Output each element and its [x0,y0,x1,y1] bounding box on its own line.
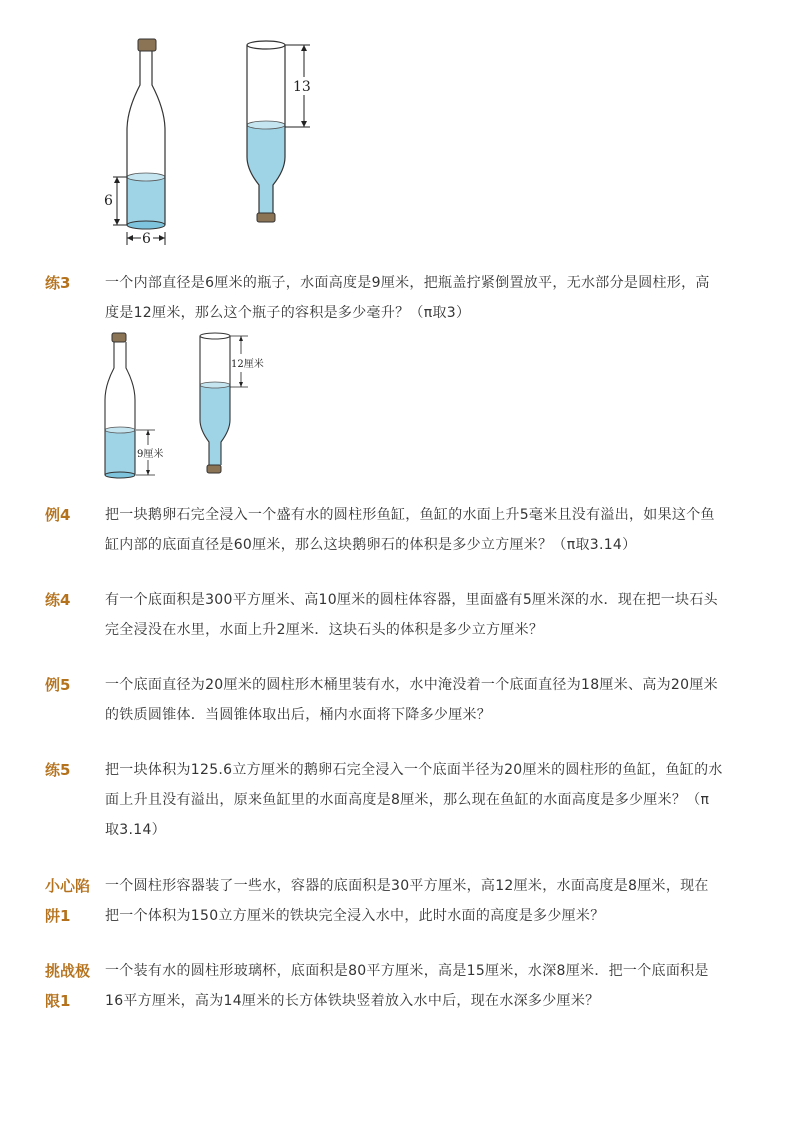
label-width-6: 6 [142,231,151,247]
problem-text [105,268,717,328]
text-line: 一个装有水的圆柱形玻璃杯，底面积是80平方厘米，高是15厘米，水深8厘米．把一个底面积是 [105,963,709,979]
tag-line: 练3 [45,274,71,292]
problem-text [105,871,717,931]
inverted-bottle-small [200,333,230,473]
problem-text [105,956,717,1016]
text-line: 缸内部的底面直径是60厘米，那么这块鹅卵石的体积是多少立方厘米？（π取3.14） [105,537,637,553]
label-height-9: 9厘米 [137,449,164,460]
problem-tag [45,871,101,931]
dim-width-1 [127,231,165,247]
tag-line: 阱1 [45,907,71,925]
tag-line: 限1 [45,992,71,1010]
text-line: 一个底面直径为20厘米的圆柱形木桶里装有水，水中淹没着一个底面直径为18厘米、高为20厘米 [105,677,718,693]
text-line: 面上升且没有溢出，原来鱼缸里的水面高度是8厘米，那么现在鱼缸的水面高度是多少厘米？（π [105,792,710,808]
dim-top-2 [230,336,264,387]
problem-tag [45,268,101,298]
problem-tag [45,500,101,530]
label-top-12: 12厘米 [231,359,264,370]
tag-line: 练4 [45,591,71,609]
figure-bottles-1 [95,35,335,250]
dim-top-1 [285,45,311,127]
label-top-13: 13 [293,79,311,95]
figure-bottles-2 [100,330,280,480]
text-line: 取3.14） [105,822,166,838]
text-line: 把一块鹅卵石完全浸入一个盛有水的圆柱形鱼缸，鱼缸的水面上升5毫米且没有溢出，如果这个鱼 [105,507,715,523]
text-line: 度是12厘米，那么这个瓶子的容积是多少毫升？（π取3） [105,305,471,321]
upright-bottle-small [105,333,135,478]
dim-height-1 [104,177,127,225]
problem-text [105,755,723,845]
upright-bottle [127,39,165,229]
text-line: 16平方厘米，高为14厘米的长方体铁块竖着放入水中后，现在水深多少厘米？ [105,993,600,1009]
problem-tag [45,755,101,785]
text-line: 一个内部直径是6厘米的瓶子，水面高度是9厘米，把瓶盖拧紧倒置放平，无水部分是圆柱形，高 [105,275,710,291]
text-line: 把一块体积为125.6立方厘米的鹅卵石完全浸入一个底面半径为20厘米的圆柱形的鱼缸，鱼缸的水 [105,762,723,778]
dim-height-2 [136,430,163,475]
problem-text [105,670,717,730]
problem-text [105,585,717,645]
problem-tag [45,670,101,700]
tag-line: 挑战极 [45,962,91,980]
tag-line: 例5 [45,676,71,694]
tag-line: 练5 [45,761,71,779]
text-line: 的铁质圆锥体．当圆锥体取出后，桶内水面将下降多少厘米？ [105,707,492,723]
tag-line: 例4 [45,506,71,524]
text-line: 完全浸没在水里，水面上升2厘米．这块石头的体积是多少立方厘米？ [105,622,544,638]
tag-line: 小心陷 [45,877,91,895]
text-line: 一个圆柱形容器装了一些水，容器的底面积是30平方厘米，高12厘米，水面高度是8厘米，现在 [105,878,709,894]
inverted-bottle [247,41,285,222]
problem-tag [45,585,101,615]
text-line: 把一个体积为150立方厘米的铁块完全浸入水中，此时水面的高度是多少厘米？ [105,908,605,924]
text-line: 有一个底面积是300平方厘米、高10厘米的圆柱体容器，里面盛有5厘米深的水．现在把一块石头 [105,592,718,608]
problem-text [105,500,717,560]
problem-tag [45,956,101,1016]
label-height-6: 6 [104,193,113,209]
